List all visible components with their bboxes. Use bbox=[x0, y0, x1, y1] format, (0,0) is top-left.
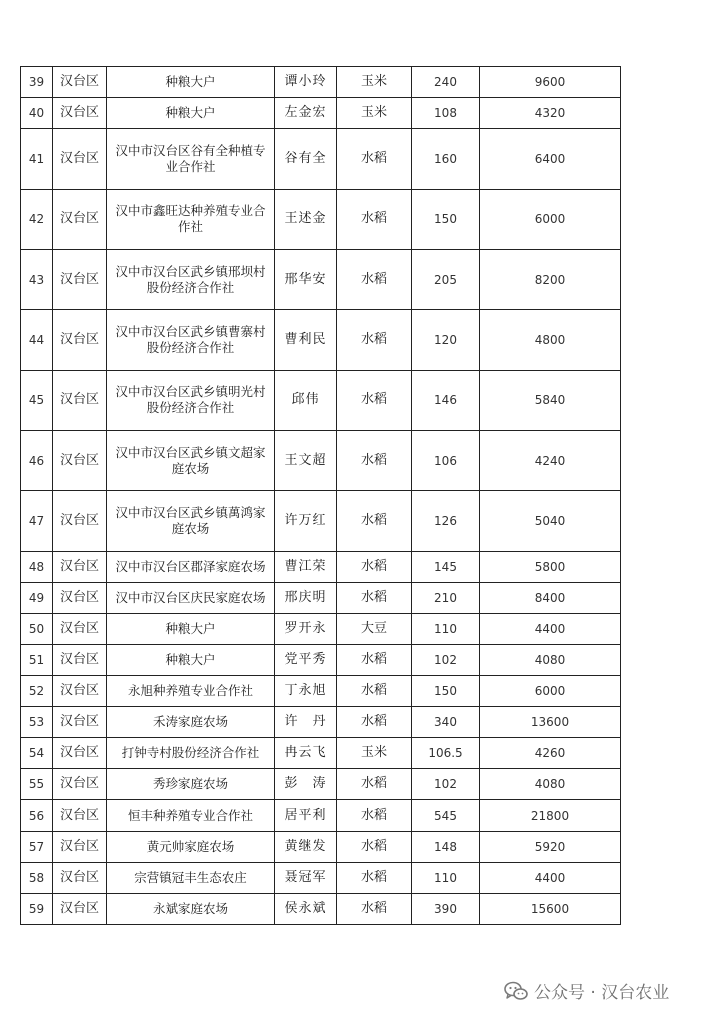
contact-person-cell: 王文超 bbox=[275, 430, 337, 490]
planting-area-cell: 150 bbox=[412, 189, 480, 249]
planting-area-cell: 148 bbox=[412, 831, 480, 862]
table-row bbox=[21, 551, 621, 582]
subsidy-amount-cell: 4800 bbox=[480, 310, 621, 370]
contact-person-cell: 丁永旭 bbox=[275, 676, 337, 707]
table-row bbox=[21, 769, 621, 800]
table-row bbox=[21, 189, 621, 249]
entity-name-cell: 汉中市汉台区武乡镇文超家庭农场 bbox=[107, 430, 275, 490]
entity-name-cell: 永斌家庭农场 bbox=[107, 893, 275, 924]
planting-area-cell: 340 bbox=[412, 707, 480, 738]
planting-area-cell: 110 bbox=[412, 862, 480, 893]
crop-cell: 水稻 bbox=[337, 582, 412, 613]
row-number: 48 bbox=[21, 551, 53, 582]
crop-cell: 玉米 bbox=[337, 67, 412, 98]
district-cell: 汉台区 bbox=[53, 310, 107, 370]
contact-person-cell: 罗开永 bbox=[275, 613, 337, 644]
district-cell: 汉台区 bbox=[53, 582, 107, 613]
entity-name-cell: 汉中市鑫旺达种养殖专业合作社 bbox=[107, 189, 275, 249]
entity-name-cell: 永旭种养殖专业合作社 bbox=[107, 676, 275, 707]
subsidy-amount-cell: 13600 bbox=[480, 707, 621, 738]
contact-person-cell: 侯永斌 bbox=[275, 893, 337, 924]
entity-name-cell: 汉中市汉台区武乡镇明光村股份经济合作社 bbox=[107, 370, 275, 430]
subsidy-amount-cell: 6400 bbox=[480, 129, 621, 189]
district-cell: 汉台区 bbox=[53, 98, 107, 129]
entity-name-cell: 种粮大户 bbox=[107, 644, 275, 675]
table-row bbox=[21, 800, 621, 831]
district-cell: 汉台区 bbox=[53, 189, 107, 249]
subsidy-amount-cell: 4320 bbox=[480, 98, 621, 129]
subsidy-amount-cell: 4400 bbox=[480, 613, 621, 644]
entity-name-cell: 汉中市汉台区武乡镇萬鸿家庭农场 bbox=[107, 491, 275, 551]
district-cell: 汉台区 bbox=[53, 249, 107, 309]
crop-cell: 水稻 bbox=[337, 310, 412, 370]
row-number: 54 bbox=[21, 738, 53, 769]
planting-area-cell: 160 bbox=[412, 129, 480, 189]
district-cell: 汉台区 bbox=[53, 769, 107, 800]
contact-person-cell: 黄继发 bbox=[275, 831, 337, 862]
subsidy-amount-cell: 6000 bbox=[480, 676, 621, 707]
table-row bbox=[21, 98, 621, 129]
subsidy-amount-cell: 5800 bbox=[480, 551, 621, 582]
crop-cell: 水稻 bbox=[337, 831, 412, 862]
account-watermark bbox=[504, 978, 669, 1003]
contact-person-cell: 冉云飞 bbox=[275, 738, 337, 769]
table-row bbox=[21, 491, 621, 551]
row-number: 53 bbox=[21, 707, 53, 738]
entity-name-cell: 种粮大户 bbox=[107, 613, 275, 644]
row-number: 45 bbox=[21, 370, 53, 430]
planting-area-cell: 110 bbox=[412, 613, 480, 644]
row-number: 51 bbox=[21, 644, 53, 675]
planting-area-cell: 205 bbox=[412, 249, 480, 309]
subsidy-amount-cell: 9600 bbox=[480, 67, 621, 98]
entity-name-cell: 禾涛家庭农场 bbox=[107, 707, 275, 738]
contact-person-cell: 邱伟 bbox=[275, 370, 337, 430]
subsidy-amount-cell: 8200 bbox=[480, 249, 621, 309]
entity-name-cell: 宗营镇冠丰生态农庄 bbox=[107, 862, 275, 893]
crop-cell: 水稻 bbox=[337, 676, 412, 707]
planting-area-cell: 545 bbox=[412, 800, 480, 831]
table-row bbox=[21, 67, 621, 98]
row-number: 40 bbox=[21, 98, 53, 129]
crop-cell: 水稻 bbox=[337, 249, 412, 309]
subsidy-amount-cell: 5040 bbox=[480, 491, 621, 551]
row-number: 50 bbox=[21, 613, 53, 644]
subsidy-amount-cell: 5840 bbox=[480, 370, 621, 430]
crop-cell: 玉米 bbox=[337, 738, 412, 769]
subsidy-amount-cell: 21800 bbox=[480, 800, 621, 831]
row-number: 59 bbox=[21, 893, 53, 924]
row-number: 49 bbox=[21, 582, 53, 613]
planting-area-cell: 120 bbox=[412, 310, 480, 370]
table-row bbox=[21, 430, 621, 490]
contact-person-cell: 王述金 bbox=[275, 189, 337, 249]
table-row bbox=[21, 707, 621, 738]
table-row bbox=[21, 582, 621, 613]
row-number: 43 bbox=[21, 249, 53, 309]
row-number: 42 bbox=[21, 189, 53, 249]
subsidy-amount-cell: 4080 bbox=[480, 769, 621, 800]
entity-name-cell: 打钟寺村股份经济合作社 bbox=[107, 738, 275, 769]
subsidy-amount-cell: 8400 bbox=[480, 582, 621, 613]
entity-name-cell: 种粮大户 bbox=[107, 98, 275, 129]
planting-area-cell: 210 bbox=[412, 582, 480, 613]
planting-area-cell: 102 bbox=[412, 769, 480, 800]
row-number: 55 bbox=[21, 769, 53, 800]
crop-cell: 水稻 bbox=[337, 862, 412, 893]
crop-cell: 水稻 bbox=[337, 800, 412, 831]
district-cell: 汉台区 bbox=[53, 551, 107, 582]
planting-area-cell: 150 bbox=[412, 676, 480, 707]
subsidy-amount-cell: 4400 bbox=[480, 862, 621, 893]
entity-name-cell: 汉中市汉台区武乡镇邢坝村股份经济合作社 bbox=[107, 249, 275, 309]
crop-cell: 水稻 bbox=[337, 644, 412, 675]
contact-person-cell: 左金宏 bbox=[275, 98, 337, 129]
row-number: 46 bbox=[21, 430, 53, 490]
crop-cell: 水稻 bbox=[337, 491, 412, 551]
planting-area-cell: 146 bbox=[412, 370, 480, 430]
planting-area-cell: 390 bbox=[412, 893, 480, 924]
entity-name-cell: 种粮大户 bbox=[107, 67, 275, 98]
district-cell: 汉台区 bbox=[53, 370, 107, 430]
subsidy-amount-cell: 15600 bbox=[480, 893, 621, 924]
planting-area-cell: 102 bbox=[412, 644, 480, 675]
entity-name-cell: 黄元帅家庭农场 bbox=[107, 831, 275, 862]
entity-name-cell: 恒丰种养殖专业合作社 bbox=[107, 800, 275, 831]
crop-cell: 水稻 bbox=[337, 189, 412, 249]
table-row bbox=[21, 738, 621, 769]
row-number: 41 bbox=[21, 129, 53, 189]
contact-person-cell: 曹江荣 bbox=[275, 551, 337, 582]
table-row bbox=[21, 862, 621, 893]
contact-person-cell: 聂冠军 bbox=[275, 862, 337, 893]
contact-person-cell: 许 丹 bbox=[275, 707, 337, 738]
planting-area-cell: 106 bbox=[412, 430, 480, 490]
district-cell: 汉台区 bbox=[53, 430, 107, 490]
subsidy-amount-cell: 5920 bbox=[480, 831, 621, 862]
table-row bbox=[21, 370, 621, 430]
planting-area-cell: 106.5 bbox=[412, 738, 480, 769]
crop-cell: 水稻 bbox=[337, 769, 412, 800]
contact-person-cell: 许万红 bbox=[275, 491, 337, 551]
crop-cell: 水稻 bbox=[337, 370, 412, 430]
subsidy-amount-cell: 4080 bbox=[480, 644, 621, 675]
row-number: 44 bbox=[21, 310, 53, 370]
crop-cell: 水稻 bbox=[337, 707, 412, 738]
crop-cell: 水稻 bbox=[337, 129, 412, 189]
table-row bbox=[21, 249, 621, 309]
district-cell: 汉台区 bbox=[53, 738, 107, 769]
contact-person-cell: 曹利民 bbox=[275, 310, 337, 370]
entity-name-cell: 汉中市汉台区谷有全种植专业合作社 bbox=[107, 129, 275, 189]
table-row bbox=[21, 613, 621, 644]
subsidy-amount-cell: 4260 bbox=[480, 738, 621, 769]
wechat-icon bbox=[504, 981, 528, 1001]
row-number: 56 bbox=[21, 800, 53, 831]
district-cell: 汉台区 bbox=[53, 129, 107, 189]
planting-area-cell: 108 bbox=[412, 98, 480, 129]
crop-cell: 水稻 bbox=[337, 430, 412, 490]
subsidy-amount-cell: 4240 bbox=[480, 430, 621, 490]
row-number: 52 bbox=[21, 676, 53, 707]
contact-person-cell: 邢庆明 bbox=[275, 582, 337, 613]
subsidy-amount-cell: 6000 bbox=[480, 189, 621, 249]
table-body bbox=[21, 67, 621, 925]
table-row bbox=[21, 831, 621, 862]
contact-person-cell: 邢华安 bbox=[275, 249, 337, 309]
entity-name-cell: 汉中市汉台区郡泽家庭农场 bbox=[107, 551, 275, 582]
contact-person-cell: 谷有全 bbox=[275, 129, 337, 189]
district-cell: 汉台区 bbox=[53, 67, 107, 98]
row-number: 39 bbox=[21, 67, 53, 98]
contact-person-cell: 彭 涛 bbox=[275, 769, 337, 800]
crop-cell: 玉米 bbox=[337, 98, 412, 129]
watermark-text: 公众号 · 汉台农业 bbox=[534, 983, 670, 1003]
row-number: 47 bbox=[21, 491, 53, 551]
row-number: 58 bbox=[21, 862, 53, 893]
planting-area-cell: 240 bbox=[412, 67, 480, 98]
table-row bbox=[21, 893, 621, 924]
table-row bbox=[21, 129, 621, 189]
table-row bbox=[21, 644, 621, 675]
district-cell: 汉台区 bbox=[53, 613, 107, 644]
planting-area-cell: 145 bbox=[412, 551, 480, 582]
district-cell: 汉台区 bbox=[53, 893, 107, 924]
district-cell: 汉台区 bbox=[53, 644, 107, 675]
table-row bbox=[21, 676, 621, 707]
crop-cell: 大豆 bbox=[337, 613, 412, 644]
row-number: 57 bbox=[21, 831, 53, 862]
district-cell: 汉台区 bbox=[53, 831, 107, 862]
district-cell: 汉台区 bbox=[53, 491, 107, 551]
district-cell: 汉台区 bbox=[53, 800, 107, 831]
crop-cell: 水稻 bbox=[337, 893, 412, 924]
district-cell: 汉台区 bbox=[53, 862, 107, 893]
entity-name-cell: 汉中市汉台区庆民家庭农场 bbox=[107, 582, 275, 613]
district-cell: 汉台区 bbox=[53, 676, 107, 707]
entity-name-cell: 汉中市汉台区武乡镇曹寨村股份经济合作社 bbox=[107, 310, 275, 370]
subsidy-table bbox=[20, 66, 621, 925]
contact-person-cell: 谭小玲 bbox=[275, 67, 337, 98]
contact-person-cell: 党平秀 bbox=[275, 644, 337, 675]
crop-cell: 水稻 bbox=[337, 551, 412, 582]
district-cell: 汉台区 bbox=[53, 707, 107, 738]
planting-area-cell: 126 bbox=[412, 491, 480, 551]
contact-person-cell: 居平利 bbox=[275, 800, 337, 831]
entity-name-cell: 秀珍家庭农场 bbox=[107, 769, 275, 800]
table-row bbox=[21, 310, 621, 370]
